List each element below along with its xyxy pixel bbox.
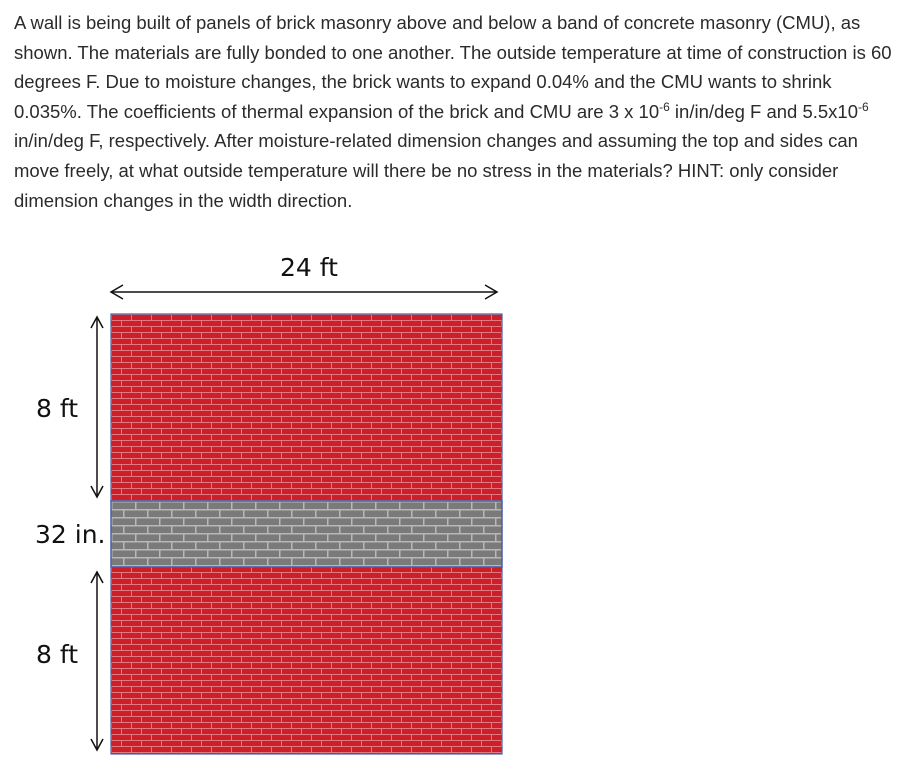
bottom-brick-panel (111, 567, 502, 754)
problem-text-mid: in/in/deg F and 5.5x10 (669, 100, 859, 122)
top-brick-panel (111, 314, 502, 501)
exponent-brick: -6 (659, 99, 670, 114)
cmu-band (111, 501, 502, 567)
bottom-height-label: 8 ft (35, 640, 79, 669)
cmu-height-label: 32 in. (35, 520, 106, 549)
top-height-label: 8 ft (35, 394, 79, 423)
exponent-cmu: -6 (858, 99, 869, 114)
problem-text-end: in/in/deg F, respectively. After moisture-related dimension changes and assuming the top and sides can move freely, at what outside temperature will there be no stress in the materials? HINT: only consider dimension changes in the width direction. (14, 130, 858, 211)
problem-text-intro: A wall is being built of panels of brick masonry above and below a band of concrete masonry (CMU), as shown. The materials are fully bonded to one another. The outside temperature at time of construction is 60 degrees F. Due to moisture changes, the brick wants to expand 0.04% and the CMU wants to shrink 0.035%. The coefficients of thermal expansion of the brick and CMU are 3 x 10 (14, 12, 892, 122)
width-label: 24 ft (280, 253, 338, 282)
